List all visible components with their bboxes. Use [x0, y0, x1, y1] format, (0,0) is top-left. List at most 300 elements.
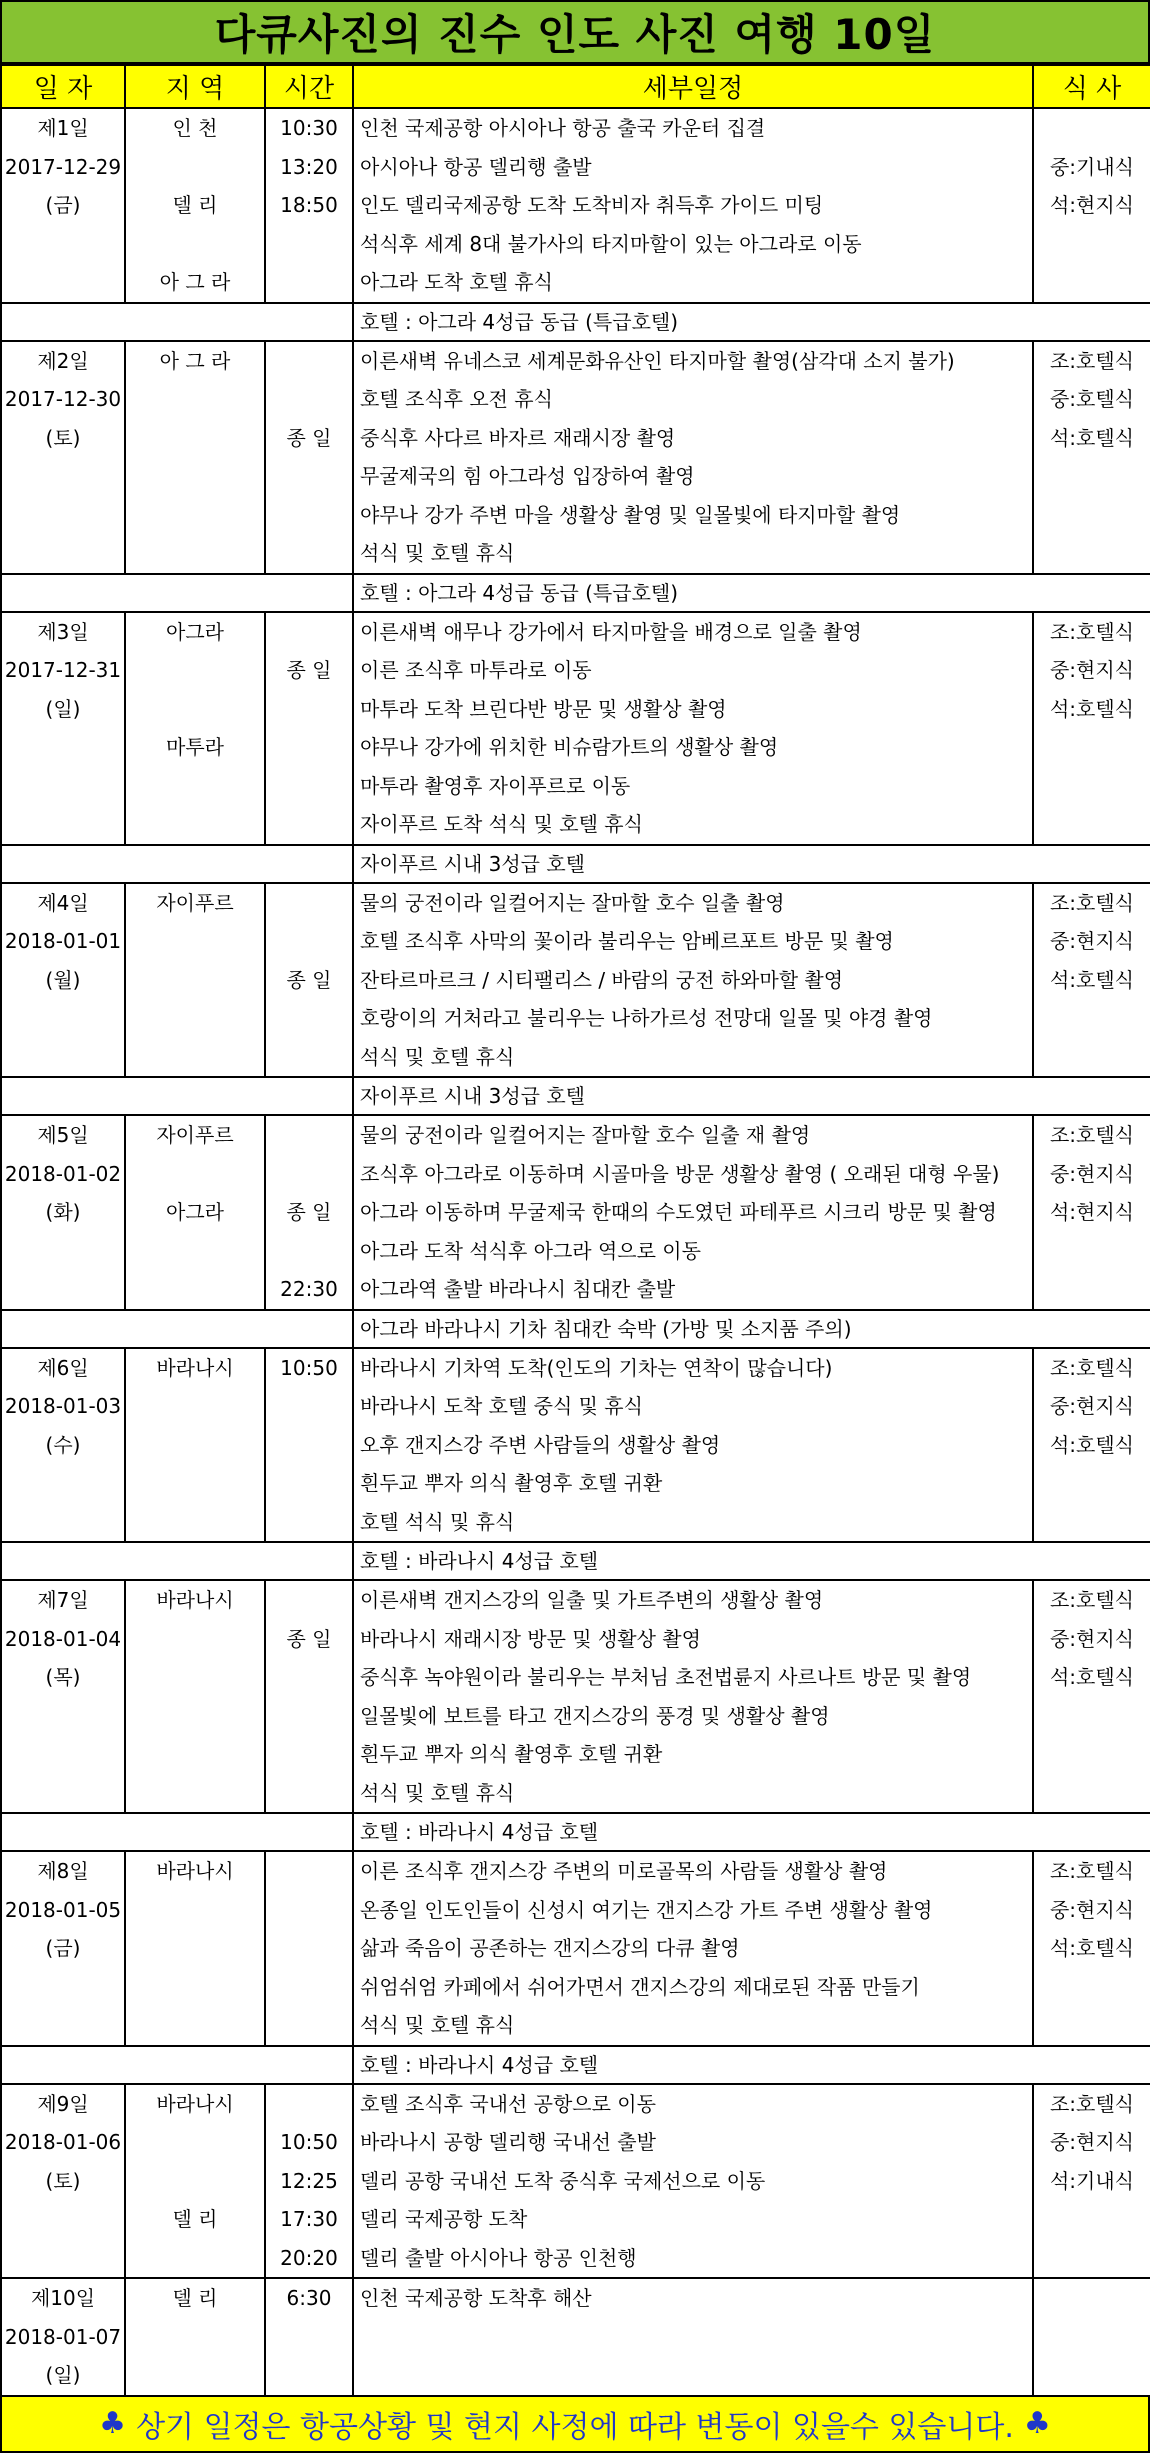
detail-cell [353, 2278, 1033, 2396]
time-line [266, 1697, 352, 1736]
day-row [1, 2278, 1150, 2396]
day-line: 2017-12-30 [4, 387, 122, 411]
footer-text: 상기 일정은 항공상황 및 현지 사정에 따라 변동이 있을수 있습니다. [136, 2409, 1014, 2445]
day-cell [1, 1851, 125, 2046]
day-line [2, 1503, 124, 1542]
col-header-meal: 식 사 [1033, 65, 1150, 108]
meal-line: 중:현지식 [1049, 2130, 1135, 2154]
region-line [126, 922, 264, 961]
hotel-row-spacer [1, 1813, 353, 1851]
hotel-row-spacer [1, 1542, 353, 1580]
region-line [126, 1968, 264, 2007]
region-line [126, 1620, 264, 1659]
meal-line: 조:호텔식 [1049, 2091, 1135, 2116]
detail-line: 호텔 석식 및 휴식 [360, 1509, 515, 1534]
time-line [266, 342, 352, 381]
region-line [126, 1735, 264, 1774]
time-line [266, 1929, 352, 1968]
meal-line [1034, 1270, 1150, 1309]
day-line [2, 263, 124, 302]
meal-cell [1033, 2084, 1150, 2279]
time-line [266, 690, 352, 729]
time-line [266, 1155, 352, 1194]
region-line [126, 1270, 264, 1309]
time-line [266, 2356, 352, 2395]
meal-line [1034, 2356, 1150, 2395]
meal-cell [1033, 612, 1150, 845]
meal-line [1034, 263, 1150, 302]
time-line [266, 380, 352, 419]
day-line: (토) [45, 425, 81, 450]
day-line: (수) [45, 1432, 81, 1457]
meal-line: 조:호텔식 [1049, 1859, 1135, 1883]
day-line [2, 534, 124, 573]
detail-line: 바라나시 공항 델리행 국내선 출발 [360, 2130, 656, 2154]
region-cell [125, 612, 265, 845]
region-line [126, 534, 264, 573]
time-line: 20:20 [280, 2245, 338, 2270]
time-line [266, 457, 352, 496]
detail-cell [353, 1348, 1033, 1543]
day-line: 2018-01-01 [4, 929, 122, 953]
detail-line: 쉬엄쉬엄 카페에서 쉬어가면서 갠지스강의 제대로된 작품 만들기 [360, 1974, 920, 1999]
region-line [126, 496, 264, 535]
region-line [126, 1503, 264, 1542]
region-line [126, 1232, 264, 1271]
day-line: 2017-12-29 [4, 154, 122, 179]
detail-line: 야무나 강가에 위치한 비슈람가트의 생활상 촬영 [360, 735, 779, 759]
hotel-row [1, 1542, 1150, 1580]
region-line [126, 651, 264, 690]
detail-line: 흰두교 뿌자 의식 촬영후 호텔 귀환 [360, 1471, 663, 1495]
detail-line: 아그라 도착 호텔 휴식 [360, 270, 553, 294]
detail-line: 이른 조식후 갠지스강 주변의 미로골목의 사람들 생활상 촬영 [360, 1859, 888, 1883]
meal-line [1034, 2279, 1150, 2318]
time-cell [265, 1580, 353, 1813]
detail-line [360, 2318, 1032, 2357]
detail-line: 잔타르마르크 / 시티팰리스 / 바람의 궁전 하와마할 촬영 [360, 967, 844, 992]
time-line [266, 728, 352, 767]
day-row [1, 1115, 1150, 1310]
day-line: 제1일 [37, 116, 89, 140]
detail-cell [353, 341, 1033, 574]
meal-line: 석:호텔식 [1049, 1432, 1135, 1457]
day-line [2, 2239, 124, 2278]
day-line [2, 728, 124, 767]
region-line: 델 리 [172, 2286, 218, 2310]
time-line: 18:50 [280, 193, 338, 217]
hotel-row [1, 2046, 1150, 2084]
day-line: 2018-01-03 [4, 1394, 122, 1418]
time-line [266, 1581, 352, 1620]
time-line: 10:50 [280, 2130, 338, 2154]
detail-cell [353, 108, 1033, 303]
detail-line: 아그라역 출발 바라나시 침대칸 출발 [360, 1277, 676, 1301]
detail-line: 자이푸르 도착 석식 및 호텔 휴식 [360, 812, 643, 836]
region-line: 아그라 [166, 619, 224, 644]
day-line: (토) [45, 2168, 81, 2193]
detail-line: 마투라 도착 브린다반 방문 및 생활상 촬영 [360, 696, 727, 721]
region-line [126, 1929, 264, 1968]
detail-line: 아그라 이동하며 무굴제국 한때의 수도였던 파테푸르 시크리 방문 및 촬영 [360, 1200, 997, 1224]
detail-line: 호텔 조식후 사막의 꽃이라 불리우는 암베르포트 방문 및 촬영 [360, 929, 894, 953]
meal-line: 조:호텔식 [1049, 348, 1135, 373]
meal-line: 석:현지식 [1049, 1200, 1135, 1224]
detail-cell [353, 1115, 1033, 1310]
region-line [126, 1697, 264, 1736]
meal-line: 석:호텔식 [1049, 696, 1135, 721]
hotel-row [1, 1077, 1150, 1115]
meal-line: 석:호텔식 [1049, 1665, 1135, 1689]
meal-line [1034, 805, 1150, 844]
meal-line [1034, 2239, 1150, 2278]
region-cell [125, 341, 265, 574]
detail-line: 석식 및 호텔 휴식 [360, 1044, 515, 1069]
detail-line: 이른새벽 갠지스강의 일출 및 가트주변의 생활상 촬영 [360, 1588, 824, 1612]
meal-line [1034, 1697, 1150, 1736]
region-cell [125, 883, 265, 1078]
hotel-row [1, 1813, 1150, 1851]
time-cell [265, 108, 353, 303]
day-line [2, 1968, 124, 2007]
day-line [2, 1464, 124, 1503]
day-cell [1, 2278, 125, 2396]
meal-line [1034, 1464, 1150, 1503]
day-line [2, 1270, 124, 1309]
day-cell [1, 2084, 125, 2279]
time-line [266, 1116, 352, 1155]
meal-line [1034, 225, 1150, 264]
meal-line [1034, 2006, 1150, 2045]
hotel-row [1, 1310, 1150, 1348]
day-line [2, 1697, 124, 1736]
day-line [2, 805, 124, 844]
region-cell [125, 2278, 265, 2396]
day-line [2, 1232, 124, 1271]
meal-line [1034, 1038, 1150, 1077]
time-line [266, 922, 352, 961]
meal-line: 조:호텔식 [1049, 619, 1135, 644]
detail-line: 바라나시 재래시장 방문 및 생활상 촬영 [360, 1626, 701, 1651]
region-line: 자이푸르 [156, 1123, 234, 1147]
region-line [126, 999, 264, 1038]
detail-line: 야무나 강가 주변 마을 생활상 촬영 및 일몰빛에 타지마할 촬영 [360, 502, 901, 527]
day-cell [1, 883, 125, 1078]
club-icon: ♣ [99, 2406, 127, 2441]
time-line [266, 767, 352, 806]
meal-line [1034, 1503, 1150, 1542]
meal-line [1034, 1735, 1150, 1774]
region-line [126, 2162, 264, 2201]
day-line: 제3일 [37, 619, 89, 644]
region-line [126, 2239, 264, 2278]
region-line: 바라나시 [156, 1588, 234, 1612]
meal-line: 중:현지식 [1049, 658, 1135, 682]
day-line [2, 457, 124, 496]
meal-line: 조:호텔식 [1049, 890, 1135, 915]
time-line [266, 999, 352, 1038]
detail-line: 조식후 아그라로 이동하며 시골마을 방문 생활상 촬영 ( 오래된 대형 우물) [360, 1161, 1000, 1186]
day-line: (일) [45, 696, 81, 721]
day-line: (목) [45, 1665, 81, 1689]
time-line [266, 1038, 352, 1077]
time-line: 종 일 [286, 425, 332, 450]
meal-line [1034, 496, 1150, 535]
region-line [126, 457, 264, 496]
day-line: 2018-01-06 [4, 2130, 122, 2154]
detail-line: 오후 갠지스강 주변 사람들의 생활상 촬영 [360, 1432, 721, 1457]
day-row [1, 883, 1150, 1078]
region-line [126, 1387, 264, 1426]
detail-line: 삶과 죽음이 공존하는 갠지스강의 다큐 촬영 [360, 1936, 740, 1960]
day-row [1, 108, 1150, 303]
time-cell [265, 883, 353, 1078]
region-line [126, 805, 264, 844]
detail-line: 석식 및 호텔 휴식 [360, 541, 515, 565]
detail-cell [353, 883, 1033, 1078]
meal-line [1034, 534, 1150, 573]
day-line: (월) [45, 967, 81, 992]
day-line [2, 999, 124, 1038]
day-line: (일) [45, 2363, 81, 2387]
day-line: 제7일 [37, 1588, 89, 1612]
day-line: 제10일 [30, 2286, 96, 2310]
day-line: 제4일 [37, 890, 89, 915]
region-cell [125, 1348, 265, 1543]
region-line [126, 2356, 264, 2395]
time-line [266, 1387, 352, 1426]
time-line [266, 1503, 352, 1542]
meal-cell [1033, 2278, 1150, 2396]
col-header-detail: 세부일정 [353, 65, 1033, 108]
region-line: 바라나시 [156, 1355, 234, 1380]
detail-line [360, 2356, 1032, 2395]
day-cell [1, 612, 125, 845]
day-cell [1, 1115, 125, 1310]
day-line [2, 496, 124, 535]
region-line [126, 148, 264, 187]
day-line [2, 225, 124, 264]
time-line: 6:30 [286, 2286, 332, 2310]
meal-line: 석:호텔식 [1049, 425, 1135, 450]
time-line [266, 2006, 352, 2045]
meal-line [1034, 1774, 1150, 1813]
meal-line [1034, 767, 1150, 806]
time-line [266, 1464, 352, 1503]
meal-cell [1033, 1851, 1150, 2046]
meal-line: 중:기내식 [1049, 154, 1135, 179]
detail-line: 델리 공항 국내선 도착 중식후 국제선으로 이동 [360, 2168, 766, 2193]
time-cell [265, 612, 353, 845]
time-line [266, 1968, 352, 2007]
day-line: 제6일 [37, 1355, 89, 1380]
meal-line: 중:현지식 [1049, 1161, 1135, 1186]
time-line: 종 일 [286, 967, 332, 992]
time-line [266, 225, 352, 264]
meal-cell [1033, 883, 1150, 1078]
detail-line: 마투라 촬영후 자이푸르로 이동 [360, 773, 631, 798]
day-line: 2018-01-07 [4, 2324, 122, 2349]
hotel-row [1, 574, 1150, 612]
meal-line: 석:호텔식 [1049, 1936, 1135, 1960]
detail-cell [353, 2084, 1033, 2279]
meal-line [1034, 2200, 1150, 2239]
region-line: 델 리 [172, 193, 218, 217]
day-row [1, 1851, 1150, 2046]
time-cell [265, 1115, 353, 1310]
detail-line: 물의 궁전이라 일컬어지는 잘마할 호수 일출 재 촬영 [360, 1123, 811, 1147]
meal-line [1034, 109, 1150, 148]
hotel-info: 호텔 : 바라나시 4성급 호텔 [353, 1813, 1150, 1851]
region-line [126, 1155, 264, 1194]
time-cell [265, 341, 353, 574]
col-header-day: 일 자 [1, 65, 125, 108]
detail-line: 이른 조식후 마투라로 이동 [360, 658, 592, 682]
region-line: 인 천 [172, 116, 218, 140]
day-row [1, 341, 1150, 574]
detail-line: 흰두교 뿌자 의식 촬영후 호텔 귀환 [360, 1742, 663, 1766]
time-line: 17:30 [280, 2207, 338, 2231]
time-line [266, 1426, 352, 1465]
region-line: 마투라 [166, 735, 224, 759]
day-row [1, 612, 1150, 845]
day-line: 2018-01-05 [4, 1897, 122, 1922]
detail-line: 이른새벽 유네스코 세계문화유산인 타지마할 촬영(삼각대 소지 불가) [360, 348, 955, 373]
hotel-row-spacer [1, 1077, 353, 1115]
meal-line: 조:호텔식 [1049, 1355, 1135, 1380]
meal-line: 석:기내식 [1049, 2168, 1135, 2193]
time-line [266, 2318, 352, 2357]
meal-cell [1033, 1348, 1150, 1543]
detail-cell [353, 1580, 1033, 1813]
time-line [266, 496, 352, 535]
meal-line: 중:현지식 [1049, 929, 1135, 953]
region-line: 자이푸르 [156, 890, 234, 915]
hotel-row [1, 845, 1150, 883]
region-line: 아 그 라 [159, 270, 231, 294]
time-cell [265, 1348, 353, 1543]
time-line [266, 534, 352, 573]
table-header-row [1, 65, 1150, 108]
hotel-row-spacer [1, 845, 353, 883]
region-line [126, 690, 264, 729]
time-line [266, 2085, 352, 2124]
detail-line: 호랑이의 거처라고 불리우는 나하가르성 전망대 일몰 및 야경 촬영 [360, 1006, 933, 1030]
time-line [266, 613, 352, 652]
meal-line [1034, 728, 1150, 767]
detail-line: 바라나시 기차역 도착(인도의 기차는 연착이 많습니다) [360, 1355, 833, 1380]
day-line: (화) [45, 1200, 81, 1224]
hotel-info: 호텔 : 바라나시 4성급 호텔 [353, 1542, 1150, 1580]
time-line: 22:30 [280, 1277, 338, 1301]
region-line [126, 225, 264, 264]
day-line: 제2일 [37, 348, 89, 373]
detail-line: 델리 출발 아시아나 항공 인천행 [360, 2245, 637, 2270]
region-line [126, 1426, 264, 1465]
region-line: 바라나시 [156, 1859, 234, 1883]
time-line: 10:50 [280, 1355, 338, 1380]
detail-line: 호텔 조식후 오전 휴식 [360, 387, 553, 411]
club-icon: ♣ [1023, 2406, 1051, 2441]
hotel-row-spacer [1, 303, 353, 341]
region-line [126, 1658, 264, 1697]
day-line: 2018-01-04 [4, 1626, 122, 1651]
hotel-info: 자이푸르 시내 3성급 호텔 [353, 1077, 1150, 1115]
day-line [2, 1735, 124, 1774]
time-line [266, 1735, 352, 1774]
time-cell [265, 1851, 353, 2046]
day-line [2, 1774, 124, 1813]
region-line: 아그라 [166, 1200, 224, 1224]
region-cell [125, 1580, 265, 1813]
day-line: 제9일 [37, 2091, 89, 2116]
hotel-row-spacer [1, 574, 353, 612]
hotel-info: 자이푸르 시내 3성급 호텔 [353, 845, 1150, 883]
time-line [266, 1774, 352, 1813]
time-line: 종 일 [286, 1626, 332, 1651]
page-title: 다큐사진의 진수 인도 사진 여행 10일 [0, 0, 1150, 64]
day-line: (금) [45, 193, 81, 217]
region-line: 아 그 라 [159, 348, 231, 373]
region-line [126, 1774, 264, 1813]
detail-cell [353, 1851, 1033, 2046]
day-line: 2017-12-31 [4, 658, 122, 682]
time-line: 10:30 [280, 116, 338, 140]
time-cell [265, 2084, 353, 2279]
detail-line: 온종일 인도인들이 신성시 여기는 갠지스강 가트 주변 생활상 촬영 [360, 1897, 933, 1922]
detail-line: 물의 궁전이라 일컬어지는 잘마할 호수 일출 촬영 [360, 890, 785, 915]
detail-line: 아그라 도착 석식후 아그라 역으로 이동 [360, 1238, 701, 1263]
time-line [266, 884, 352, 923]
meal-line: 석:현지식 [1049, 193, 1135, 217]
hotel-info: 호텔 : 바라나시 4성급 호텔 [353, 2046, 1150, 2084]
region-line [126, 2318, 264, 2357]
region-line [126, 1891, 264, 1930]
meal-line: 중:현지식 [1049, 1897, 1135, 1922]
detail-line: 아시아나 항공 델리행 출발 [360, 154, 592, 179]
detail-line: 석식후 세계 8대 불가사의 타지마할이 있는 아그라로 이동 [360, 231, 862, 256]
meal-line: 조:호텔식 [1049, 1123, 1135, 1147]
schedule-body [1, 108, 1150, 2396]
detail-line: 석식 및 호텔 휴식 [360, 1780, 515, 1805]
time-line [266, 1852, 352, 1891]
meal-cell [1033, 1580, 1150, 1813]
time-line [266, 1658, 352, 1697]
detail-line: 중식후 녹야원이라 불리우는 부처님 초전법륜지 사르나트 방문 및 촬영 [360, 1665, 972, 1689]
region-line [126, 2006, 264, 2045]
day-cell [1, 1348, 125, 1543]
hotel-row-spacer [1, 2046, 353, 2084]
day-cell [1, 108, 125, 303]
time-line [266, 805, 352, 844]
day-line [2, 1038, 124, 1077]
detail-line: 델리 국제공항 도착 [360, 2207, 528, 2231]
detail-line: 인천 국제공항 아시아나 항공 출국 카운터 집결 [360, 116, 766, 140]
schedule-table [0, 64, 1150, 2397]
meal-line: 조:호텔식 [1049, 1588, 1135, 1612]
meal-line: 석:호텔식 [1049, 967, 1135, 992]
col-header-region: 지 역 [125, 65, 265, 108]
hotel-info: 아그라 바라나시 기차 침대칸 숙박 (가방 및 소지품 주의) [353, 1310, 1150, 1348]
region-line [126, 1464, 264, 1503]
day-row [1, 1580, 1150, 1813]
region-line [126, 1038, 264, 1077]
region-line [126, 767, 264, 806]
detail-line: 일몰빛에 보트를 타고 갠지스강의 풍경 및 생활상 촬영 [360, 1703, 830, 1728]
day-cell [1, 341, 125, 574]
region-line [126, 2123, 264, 2162]
region-line [126, 380, 264, 419]
